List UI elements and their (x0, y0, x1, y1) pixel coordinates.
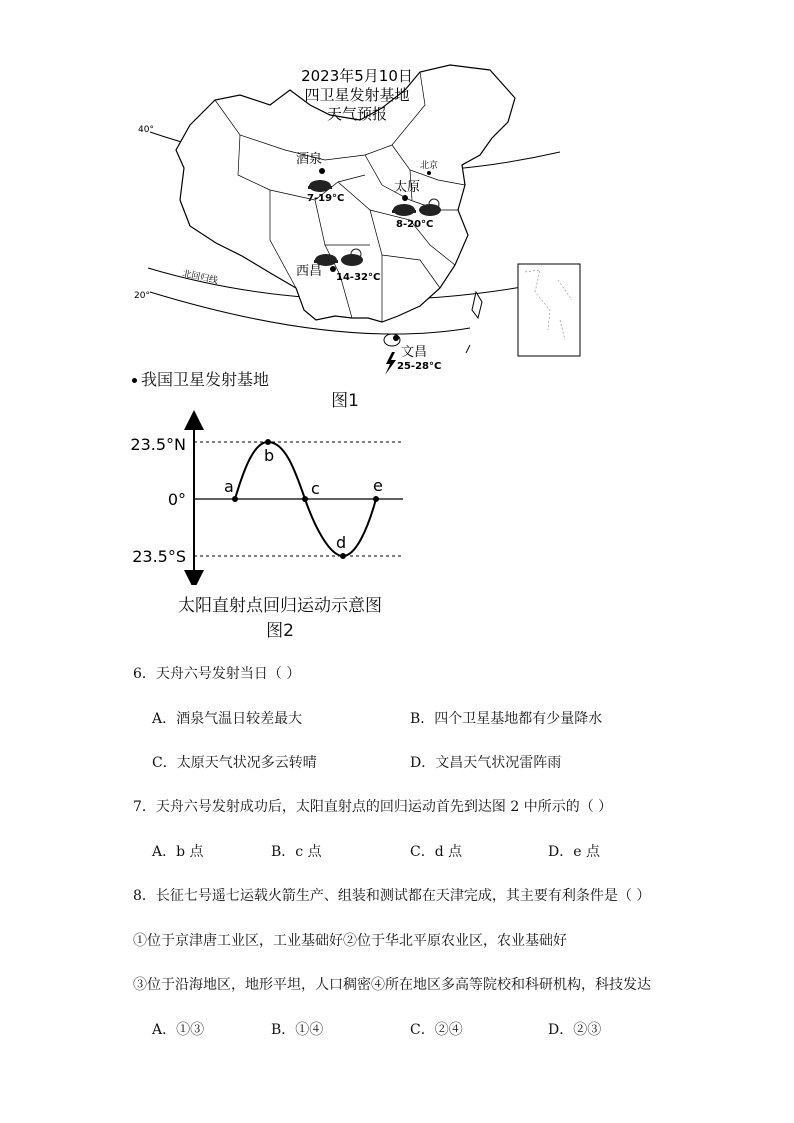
lat-20-label: 20° (134, 291, 150, 301)
y-label-23N: 23.5°N (130, 435, 186, 454)
y-label-23S: 23.5°S (132, 547, 186, 566)
question-8-stem: 8．长征七号遥七运载火箭生产、组装和测试都在天津完成，其主要有利条件是（ ） (133, 888, 651, 904)
question-8-option-b: B．①④ (271, 1022, 324, 1038)
question-8-option-d: D．②③ (548, 1022, 602, 1038)
point-c-label: c (311, 479, 320, 498)
map-title-line2: 四卫星发射基地 (304, 86, 410, 104)
thunderstorm-icon (385, 352, 396, 375)
legend-dot (132, 378, 137, 383)
legend-text: 我国卫星发射基地 (141, 370, 270, 389)
taiyuan-label: 太原 (394, 180, 421, 195)
jiuquan-dot (319, 168, 325, 174)
taiyuan-dot (402, 195, 408, 201)
point-a-label: a (224, 477, 234, 496)
point-e-label: e (373, 476, 383, 495)
figure1-caption: 图1 (331, 391, 359, 411)
map-legend (132, 367, 269, 390)
beijing-label: 北京 (420, 161, 439, 171)
wenchang-label: 文昌 (401, 345, 428, 360)
question-6-option-c: C．太原天气状况多云转晴 (152, 755, 317, 771)
taiwan-island (472, 292, 482, 318)
question-6-stem: 6．天舟六号发射当日（ ） (133, 666, 301, 682)
point-b (265, 439, 271, 445)
china-weather-map (120, 60, 590, 375)
jiuquan-label: 酒泉 (296, 152, 323, 167)
xichang-temp: 14-32°C (336, 272, 381, 283)
point-e (373, 496, 379, 502)
question-6-option-b: B．四个卫星基地都有少量降水 (410, 711, 603, 727)
question-6-option-a: A．酒泉气温日较差最大 (152, 711, 303, 727)
wenchang-temp: 25-28°C (397, 361, 442, 372)
jiuquan-temp: 7-19°C (307, 193, 345, 204)
question-8-line-2: ③位于沿海地区，地形平坦，人口稠密④所在地区多高等院校和科研机构，科技发达 (133, 977, 651, 993)
question-7-option-c: C．d 点 (410, 844, 463, 860)
map-title-line3: 天气预报 (326, 105, 388, 123)
taiyuan-temp: 8-20°C (396, 219, 434, 230)
xichang-label: 西昌 (296, 264, 323, 279)
point-a (232, 496, 238, 502)
map-title-line1: 2023年5月10日 (301, 67, 413, 85)
question-7-option-b: B．c 点 (271, 844, 322, 860)
question-8-option-a: A．①③ (152, 1022, 205, 1038)
y-label-0: 0° (167, 490, 186, 509)
lat-40-label: 40° (138, 125, 154, 135)
point-c (302, 496, 308, 502)
question-8-line-1: ①位于京津唐工业区，工业基础好②位于华北平原农业区，农业基础好 (133, 933, 567, 949)
point-b-label: b (264, 446, 275, 465)
figure2-title: 太阳直射点回归运动示意图 (178, 596, 382, 616)
tropic-label: 北回归线 (181, 269, 219, 287)
question-7-option-a: A．b 点 (152, 844, 204, 860)
figure2-caption: 图2 (266, 621, 294, 641)
question-7-option-d: D．e 点 (548, 844, 600, 860)
point-d (340, 553, 346, 559)
sun-direct-point-diagram (120, 410, 420, 585)
south-china-sea-inset (518, 264, 580, 356)
wenchang-dot (393, 335, 399, 341)
question-7-stem: 7．天舟六号发射成功后，太阳直射点的回归运动首先到达图 2 中所示的（ ） (133, 799, 613, 815)
point-d-label: d (336, 533, 347, 552)
question-6-option-d: D．文昌天气状况雷阵雨 (410, 755, 562, 771)
question-8-option-c: C．②④ (410, 1022, 463, 1038)
